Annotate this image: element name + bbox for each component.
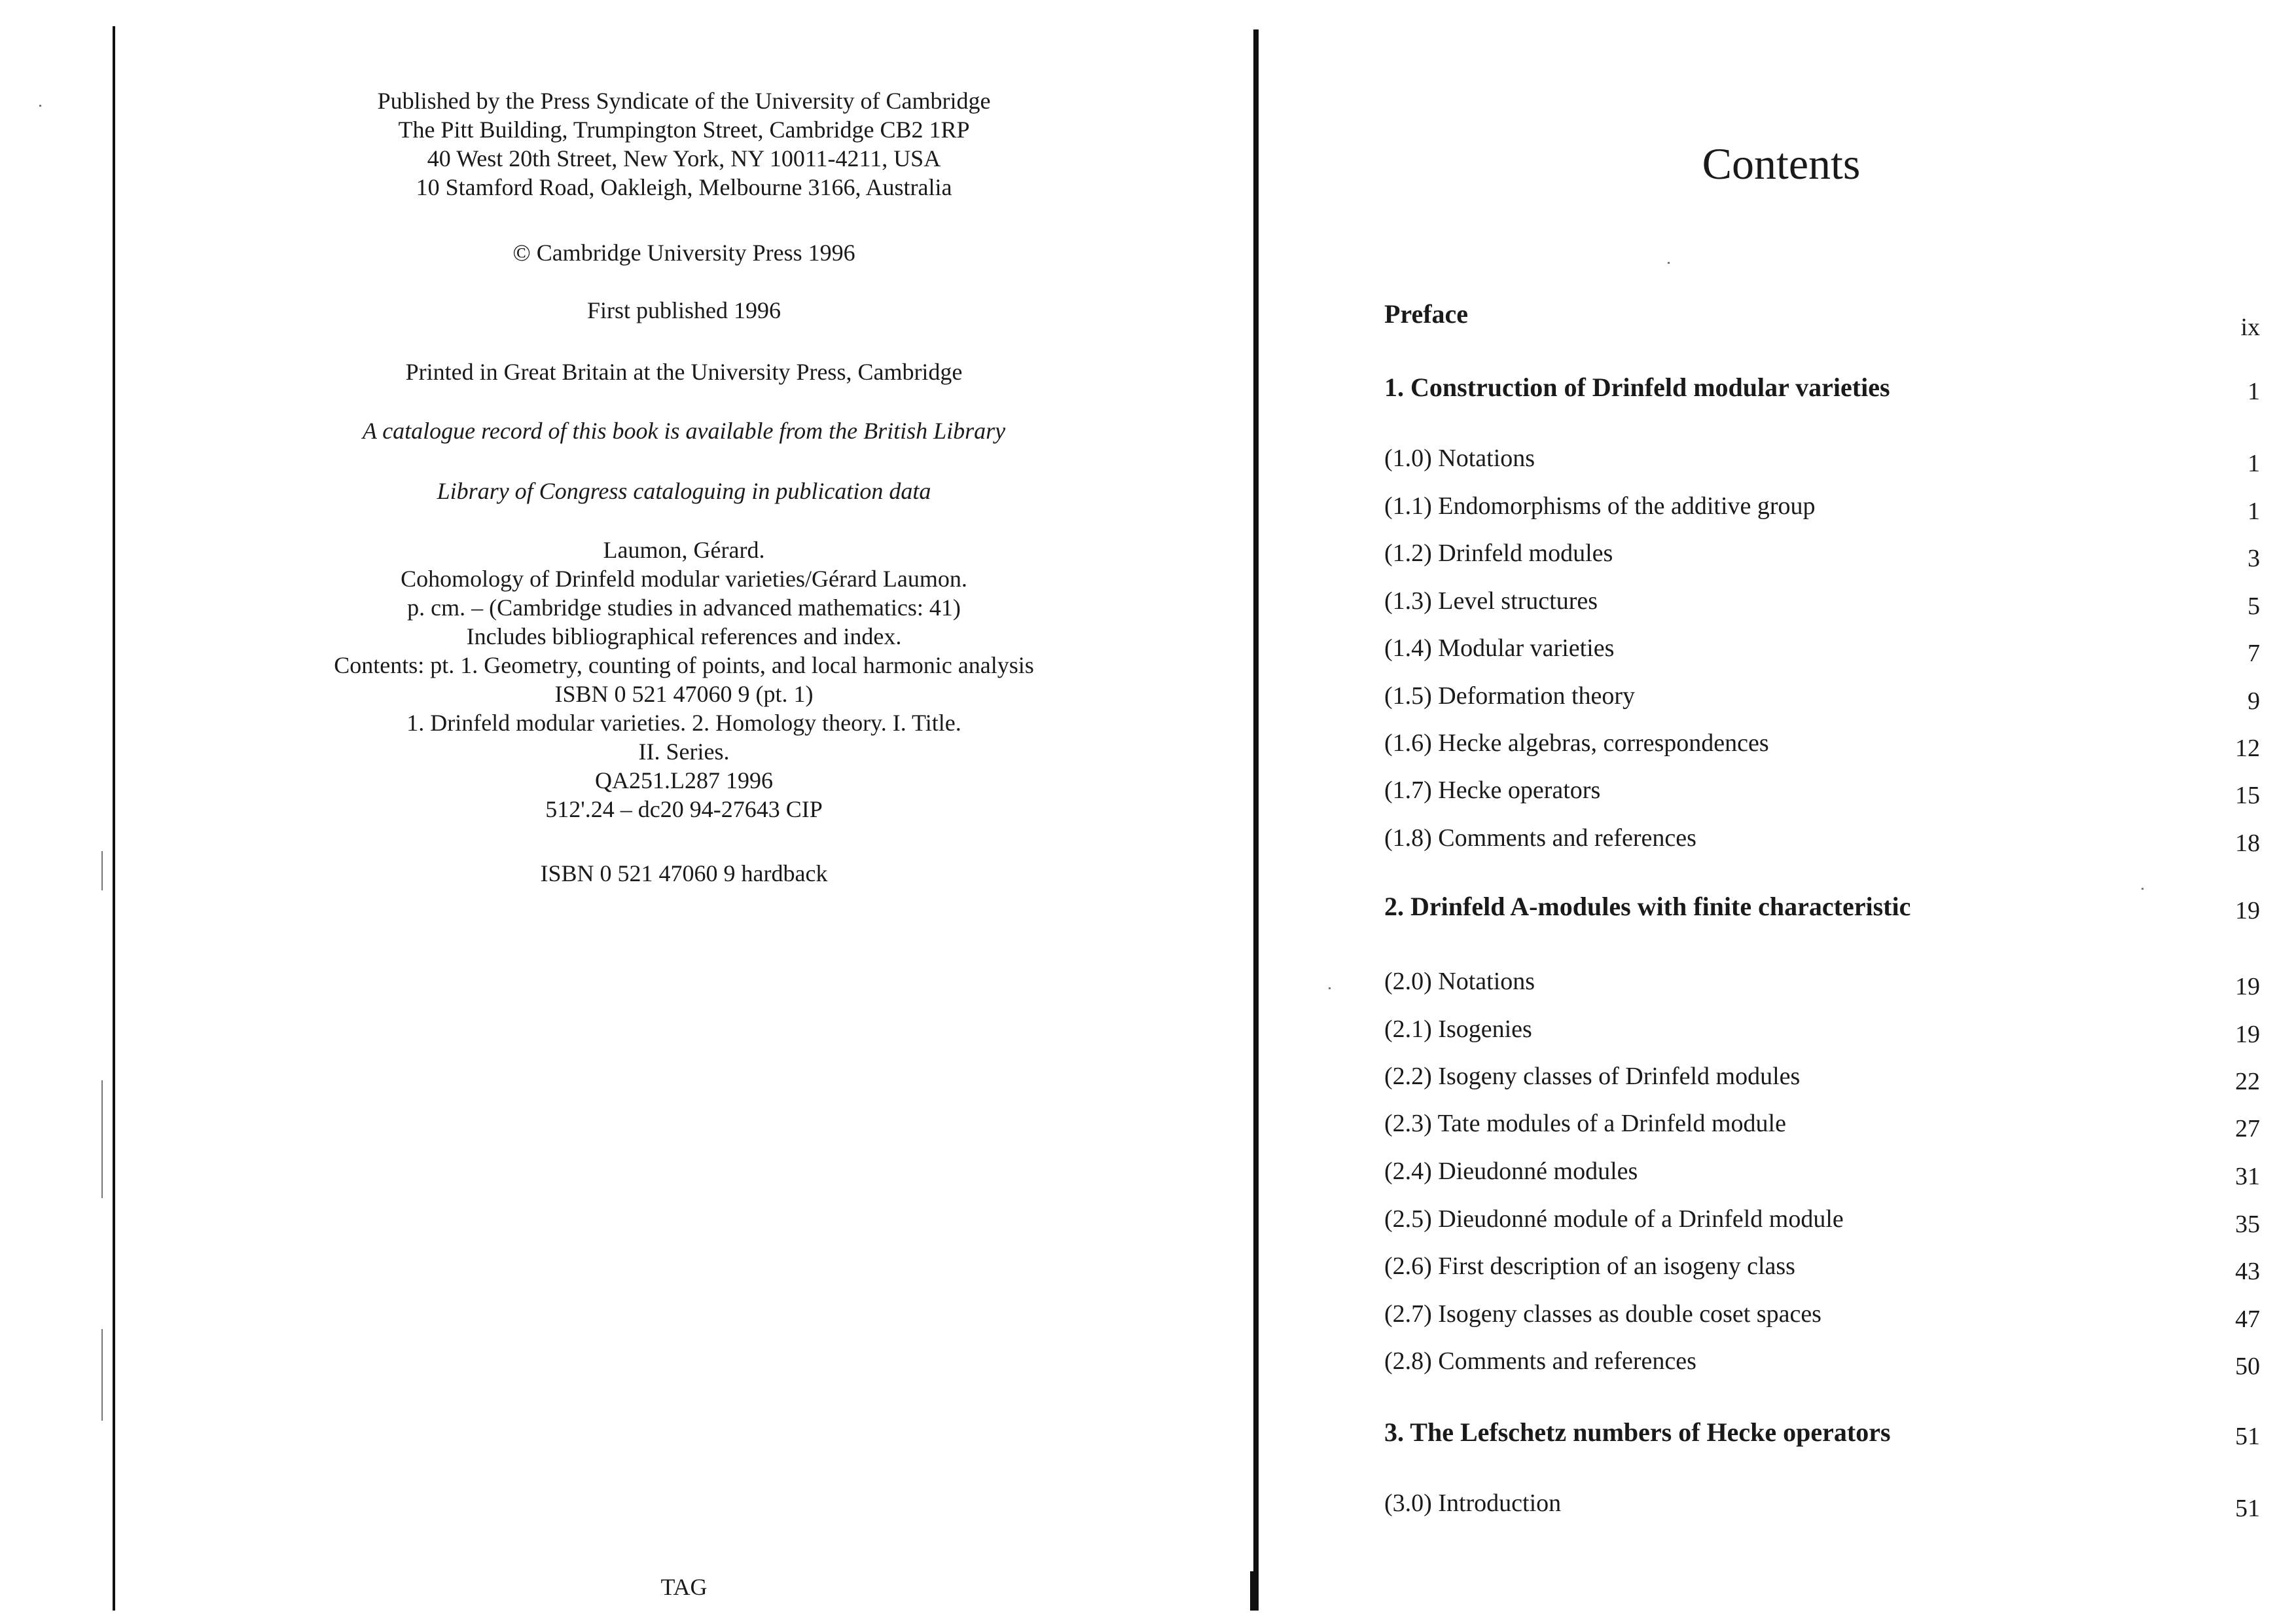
- copyright-line: © Cambridge University Press 1996: [512, 240, 855, 266]
- toc-entry-preface[interactable]: [1266, 299, 2296, 341]
- cip-line: 512'.24 – dc20 94-27643 CIP: [545, 796, 823, 822]
- contents-page: [1266, 0, 2296, 1623]
- toc-entry[interactable]: [1266, 822, 2296, 862]
- left-margin-rule: [113, 26, 115, 1611]
- toc-entry-page: 19: [2235, 897, 2260, 924]
- publisher-line: 10 Stamford Road, Oakleigh, Melbourne 3166, Australia: [416, 174, 952, 200]
- toc-entry-label: 1. Construction of Drinfeld modular varieties: [1384, 373, 1890, 402]
- toc-entry-label: Preface: [1384, 299, 1469, 329]
- scan-speck: [101, 851, 103, 890]
- toc-entry[interactable]: [1266, 1013, 2296, 1053]
- publisher-line: 40 West 20th Street, New York, NY 10011-4211, USA: [427, 145, 941, 172]
- toc-entry-label: (3.0) Introduction: [1384, 1489, 1562, 1517]
- toc-entry-label: (2.5) Dieudonné module of a Drinfeld module: [1384, 1205, 1844, 1233]
- toc-entry-label: (1.4) Modular varieties: [1384, 634, 1615, 662]
- toc-entry-page: 27: [2235, 1115, 2260, 1142]
- toc-entry-label: (1.5) Deformation theory: [1384, 682, 1636, 710]
- cip-line: Includes bibliographical references and index.: [466, 623, 902, 649]
- toc-entry-chapter-1[interactable]: [1266, 372, 2296, 411]
- toc-entry-page: 43: [2235, 1258, 2260, 1285]
- toc-entry[interactable]: [1266, 585, 2296, 625]
- toc-entry[interactable]: [1266, 1298, 2296, 1338]
- toc-entry-page: 19: [2235, 1021, 2260, 1048]
- cip-line: II. Series.: [638, 739, 730, 765]
- toc-entry-page: 12: [2235, 735, 2260, 762]
- toc-entry[interactable]: [1266, 1487, 2296, 1527]
- toc-entry[interactable]: [1266, 1345, 2296, 1385]
- toc-entry[interactable]: [1266, 680, 2296, 720]
- toc-entry-label: (2.0) Notations: [1384, 968, 1535, 995]
- toc-entry-label: (1.3) Level structures: [1384, 587, 1598, 615]
- toc-entry-label: (2.4) Dieudonné modules: [1384, 1158, 1638, 1185]
- cip-line: Cohomology of Drinfeld modular varieties/Gérard Laumon.: [401, 566, 967, 592]
- catalogue-record-line: A catalogue record of this book is available from the British Library: [362, 418, 1006, 444]
- toc-entry-page: 35: [2235, 1211, 2260, 1238]
- publisher-address: [118, 86, 1250, 202]
- toc-entry-label: (1.0) Notations: [1384, 445, 1535, 472]
- toc-entry[interactable]: [1266, 538, 2296, 577]
- toc-entry[interactable]: [1266, 1250, 2296, 1290]
- toc-entry[interactable]: [1266, 1203, 2296, 1243]
- toc-entry-page: 15: [2235, 782, 2260, 809]
- toc-entry[interactable]: [1266, 1061, 2296, 1100]
- cip-line: 1. Drinfeld modular varieties. 2. Homology theory. I. Title.: [406, 710, 961, 736]
- toc-entry[interactable]: [1266, 490, 2296, 530]
- toc-entry-label: (1.7) Hecke operators: [1384, 776, 1601, 804]
- toc-entry-page: 47: [2235, 1305, 2260, 1333]
- toc-entry-label: (2.3) Tate modules of a Drinfeld module: [1384, 1110, 1786, 1137]
- toc-entry-label: 2. Drinfeld A-modules with finite characteristic: [1384, 892, 1911, 921]
- toc-entry-page: 7: [2248, 640, 2260, 667]
- toc-entry-label: (1.1) Endomorphisms of the additive group: [1384, 492, 1816, 520]
- toc-entry[interactable]: [1266, 443, 2296, 482]
- toc-entry-page: 1: [2248, 450, 2260, 477]
- cip-data-block: [118, 536, 1250, 824]
- gutter-rule: [1253, 29, 1259, 1611]
- printed-line: Printed in Great Britain at the University Press, Cambridge: [405, 359, 963, 385]
- toc-entry-chapter-2[interactable]: [1266, 891, 2296, 930]
- toc-entry-page: 3: [2248, 545, 2260, 572]
- gutter-rule-lower: [1250, 1571, 1254, 1611]
- loc-heading: Library of Congress cataloguing in publication data: [437, 478, 931, 504]
- imprint-page: [118, 0, 1250, 1623]
- scan-speck: [101, 1329, 103, 1421]
- toc-entry-page: 22: [2235, 1068, 2260, 1095]
- isbn-line: ISBN 0 521 47060 9 hardback: [540, 860, 828, 886]
- toc-entry-page: 51: [2235, 1423, 2260, 1450]
- toc-entry-label: (2.8) Comments and references: [1384, 1347, 1696, 1375]
- cip-line: Contents: pt. 1. Geometry, counting of points, and local harmonic analysis: [334, 652, 1034, 678]
- toc-entry-page: 1: [2248, 498, 2260, 525]
- toc-entry-page: 9: [2248, 687, 2260, 715]
- first-published-line: First published 1996: [586, 297, 781, 323]
- toc-entry[interactable]: [1266, 1156, 2296, 1195]
- toc-entry-page: 1: [2248, 378, 2260, 405]
- cip-line: p. cm. – (Cambridge studies in advanced mathematics: 41): [407, 594, 961, 621]
- scan-speck: [101, 1080, 103, 1198]
- cip-line: ISBN 0 521 47060 9 (pt. 1): [554, 681, 814, 707]
- toc-entry-label: (2.7) Isogeny classes as double coset spaces: [1384, 1300, 1821, 1328]
- toc-entry-label: (1.6) Hecke algebras, correspondences: [1384, 729, 1769, 757]
- cip-line: Laumon, Gérard.: [603, 537, 765, 563]
- toc-entry[interactable]: [1266, 775, 2296, 814]
- toc-entry-label: (1.8) Comments and references: [1384, 824, 1696, 852]
- tag-label: TAG: [660, 1574, 708, 1600]
- toc-entry-page: ix: [2240, 314, 2260, 341]
- toc-entry-label: (2.1) Isogenies: [1384, 1015, 1532, 1043]
- publisher-line: Published by the Press Syndicate of the University of Cambridge: [377, 88, 991, 114]
- toc-entry-page: 5: [2248, 593, 2260, 620]
- toc-entry-chapter-3[interactable]: [1266, 1417, 2296, 1456]
- scan-speck: [39, 105, 41, 107]
- toc-entry-page: 19: [2235, 973, 2260, 1000]
- toc-entry-label: (2.6) First description of an isogeny class: [1384, 1252, 1795, 1280]
- toc-entry-label: (1.2) Drinfeld modules: [1384, 539, 1613, 567]
- cip-line: QA251.L287 1996: [595, 767, 773, 793]
- contents-title: Contents: [1702, 139, 1861, 189]
- toc-entry[interactable]: [1266, 632, 2296, 672]
- publisher-line: The Pitt Building, Trumpington Street, Cambridge CB2 1RP: [398, 117, 970, 143]
- toc-entry-label: 3. The Lefschetz numbers of Hecke operators: [1384, 1417, 1891, 1447]
- toc-entry-page: 50: [2235, 1353, 2260, 1380]
- toc-entry[interactable]: [1266, 1108, 2296, 1147]
- toc-entry-page: 31: [2235, 1163, 2260, 1190]
- toc-entry-page: 18: [2235, 830, 2260, 857]
- toc-entry[interactable]: [1266, 966, 2296, 1005]
- toc-entry-page: 51: [2235, 1495, 2260, 1522]
- toc-entry-label: (2.2) Isogeny classes of Drinfeld modules: [1384, 1063, 1801, 1090]
- toc-entry[interactable]: [1266, 727, 2296, 767]
